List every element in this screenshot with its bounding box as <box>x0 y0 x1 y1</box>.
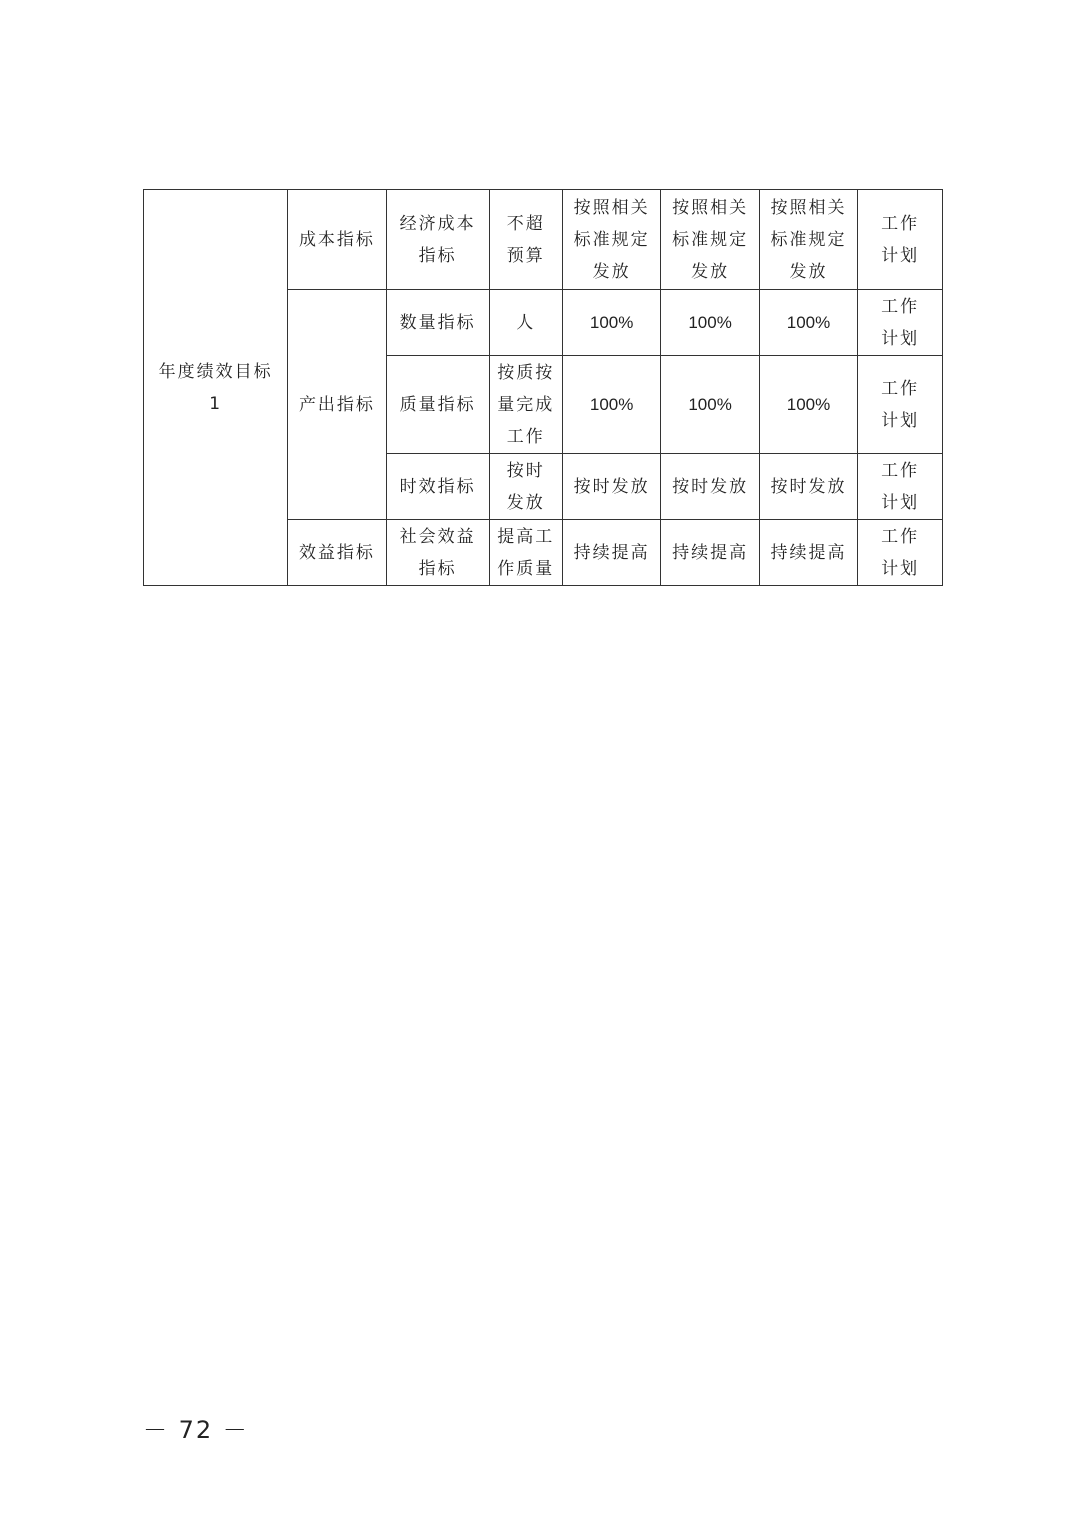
level2-label: 社会效益指标 <box>399 526 476 579</box>
source-cell <box>858 190 943 290</box>
standard-label: 按时发放 <box>506 460 545 513</box>
value1-cell <box>562 520 660 586</box>
value1-label: 100% <box>589 394 634 414</box>
goal-cell <box>144 190 288 586</box>
page-number: － 72 － <box>143 1416 249 1444</box>
standard-cell <box>489 290 562 356</box>
source-cell <box>858 520 943 586</box>
value3-cell <box>759 454 857 520</box>
source-label: 工作计划 <box>881 296 920 349</box>
value2-cell <box>661 520 759 586</box>
source-cell <box>858 356 943 454</box>
standard-label: 人 <box>516 312 536 333</box>
standard-cell <box>489 454 562 520</box>
level1-label: 效益指标 <box>298 542 375 563</box>
level1-cell <box>288 520 386 586</box>
level1-cell <box>288 290 386 520</box>
value1-label: 100% <box>589 312 634 332</box>
value3-label: 持续提高 <box>770 542 847 563</box>
level2-label: 经济成本指标 <box>399 213 476 266</box>
value1-cell <box>562 356 660 454</box>
source-cell <box>858 290 943 356</box>
source-label: 工作计划 <box>881 526 920 579</box>
value3-cell <box>759 290 857 356</box>
value2-label: 持续提高 <box>672 542 749 563</box>
value2-label: 100% <box>688 394 732 414</box>
level2-label: 时效指标 <box>399 476 476 497</box>
value1-cell <box>562 454 660 520</box>
source-label: 工作计划 <box>881 460 920 513</box>
value3-cell <box>759 190 857 290</box>
value3-cell <box>759 520 857 586</box>
value1-cell <box>562 290 660 356</box>
value3-label: 100% <box>786 312 831 332</box>
value2-cell <box>661 454 759 520</box>
goal-label: 年度绩效目标1 <box>158 361 273 414</box>
value3-label: 按时发放 <box>770 476 847 497</box>
level2-cell <box>386 520 489 586</box>
standard-label: 提高工作质量 <box>497 526 555 579</box>
value1-label: 持续提高 <box>573 542 650 563</box>
level2-cell <box>386 356 489 454</box>
standard-cell <box>489 190 562 290</box>
value2-cell <box>661 290 759 356</box>
source-cell <box>858 454 943 520</box>
table-row <box>144 190 943 290</box>
level1-label: 成本指标 <box>298 229 375 250</box>
level1-cell <box>288 190 386 290</box>
value3-label: 按照相关标准规定发放 <box>770 197 847 282</box>
standard-cell <box>489 356 562 454</box>
value2-label: 按时发放 <box>672 476 749 497</box>
value1-cell <box>562 190 660 290</box>
source-label: 工作计划 <box>881 378 920 431</box>
standard-label: 不超预算 <box>506 213 545 266</box>
source-label: 工作计划 <box>881 213 920 266</box>
level1-label: 产出指标 <box>298 394 375 415</box>
value2-label: 100% <box>688 312 732 332</box>
value1-label: 按时发放 <box>573 476 650 497</box>
performance-table <box>143 189 943 586</box>
level2-cell <box>386 454 489 520</box>
value2-label: 按照相关标准规定发放 <box>672 197 749 282</box>
value1-label: 按照相关标准规定发放 <box>573 197 650 282</box>
value3-label: 100% <box>786 394 831 414</box>
level2-label: 数量指标 <box>399 312 476 333</box>
standard-cell <box>489 520 562 586</box>
level2-label: 质量指标 <box>399 394 476 415</box>
value2-cell <box>661 356 759 454</box>
value3-cell <box>759 356 857 454</box>
value2-cell <box>661 190 759 290</box>
level2-cell <box>386 290 489 356</box>
standard-label: 按质按量完成工作 <box>497 362 555 447</box>
level2-cell <box>386 190 489 290</box>
